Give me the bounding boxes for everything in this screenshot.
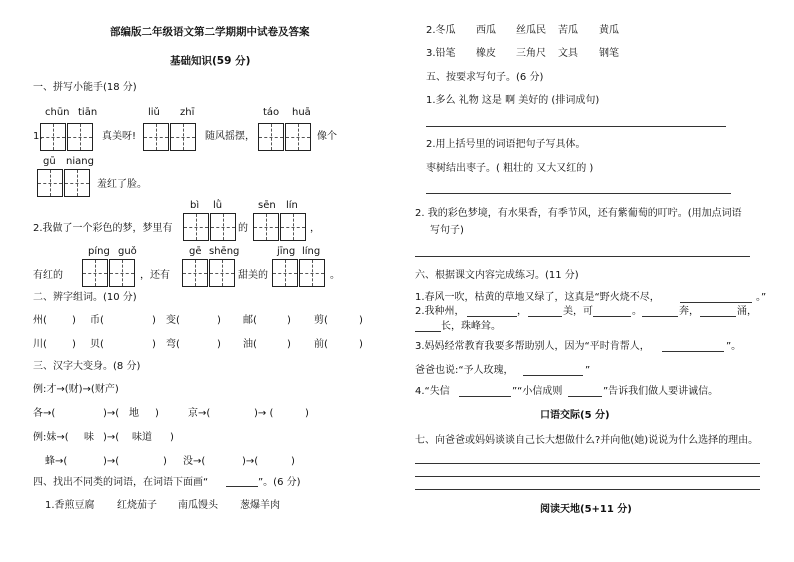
char-item: 弯(	[166, 339, 180, 350]
writing-box[interactable]	[272, 259, 298, 287]
pinyin: lǜ	[213, 200, 223, 211]
pinyin: gū	[43, 156, 56, 167]
transform-item: 地	[129, 408, 139, 419]
question-text: 枣树结出枣子。( 粗壮的 又大又红的 )	[426, 163, 594, 174]
char-item: 币(	[90, 315, 104, 326]
fill-blank[interactable]	[415, 331, 441, 332]
writing-box[interactable]	[209, 259, 235, 287]
fill-blank[interactable]	[568, 396, 602, 397]
transform-item: )	[155, 408, 159, 419]
sentence-text: 像个	[317, 131, 337, 142]
char-item: 剪(	[314, 315, 328, 326]
pinyin: huā	[292, 107, 311, 118]
paren-close: )	[217, 315, 221, 326]
pinyin: liǔ	[148, 107, 160, 118]
sentence-text: ，	[310, 223, 320, 234]
paren-close: )	[287, 339, 291, 350]
writing-box[interactable]	[210, 213, 236, 241]
transform-item: 京→(	[188, 408, 211, 419]
section-1-heading: 一、拼写小能手(18 分)	[33, 82, 137, 93]
transform-item: )→ (	[254, 408, 274, 419]
reading-heading: 阅读天地(5+11 分)	[540, 504, 632, 515]
question-text: 1.多么 礼物 这是 啊 美好的 (排词成句)	[426, 95, 600, 106]
fill-blank[interactable]	[528, 316, 562, 317]
question-text: ”“小信成则	[512, 386, 563, 397]
transform-item: 没→(	[183, 456, 206, 467]
question-text: 4.“失信	[415, 386, 450, 397]
transform-item: 各→(	[33, 408, 56, 419]
question-text: 涌，	[737, 306, 757, 317]
question-text: ”告诉我们做人要讲诚信。	[603, 386, 719, 397]
question-text: 。	[632, 306, 642, 317]
char-item: 州(	[33, 315, 47, 326]
answer-line[interactable]	[426, 193, 731, 194]
writing-box[interactable]	[182, 259, 208, 287]
pinyin: jīng	[277, 246, 296, 257]
word-option[interactable]: 1.香煎豆腐	[45, 500, 95, 511]
section-3-heading: 三、汉字大变身。(8 分)	[33, 361, 141, 372]
fill-blank[interactable]	[680, 302, 752, 303]
basic-heading: 基础知识(59 分)	[170, 55, 251, 67]
pinyin: líng	[302, 246, 321, 257]
section-6-heading: 六、根据课文内容完成练习。(11 分)	[415, 270, 579, 281]
fill-blank[interactable]	[642, 316, 678, 317]
writing-box[interactable]	[285, 123, 311, 151]
char-item: 变(	[166, 315, 180, 326]
paren-close: )	[152, 315, 156, 326]
pinyin: tiān	[78, 107, 98, 118]
word-option[interactable]: 葱爆羊肉	[240, 500, 280, 511]
pinyin: lín	[286, 200, 298, 211]
transform-item: 蜂→(	[45, 456, 68, 467]
transform-item: )→(	[103, 456, 120, 467]
answer-line[interactable]	[415, 489, 760, 490]
sentence-text: 随风摇摆，	[205, 131, 255, 142]
question-text: 3.妈妈经常教育我要多帮助别人，因为“平时肯帮人，	[415, 341, 650, 352]
paren-close: )	[72, 339, 76, 350]
transform-item: )	[163, 456, 167, 467]
char-item: 前(	[314, 339, 328, 350]
question-text: ，	[517, 306, 527, 317]
answer-line[interactable]	[415, 256, 750, 257]
writing-box[interactable]	[37, 169, 63, 197]
sentence-text: 真美呀!	[102, 131, 137, 142]
question-number: 1.	[33, 131, 43, 142]
pinyin: bì	[190, 200, 200, 211]
paren-close: )	[287, 315, 291, 326]
paren-close: )	[359, 339, 363, 350]
pinyin: gē	[189, 246, 202, 257]
question-text: 美，可	[563, 306, 593, 317]
section-4-heading-end: ”。(6 分)	[258, 477, 301, 488]
answer-line[interactable]	[415, 476, 760, 477]
writing-box[interactable]	[82, 259, 108, 287]
char-item: 川(	[33, 339, 47, 350]
fill-blank[interactable]	[523, 375, 583, 376]
pinyin: táo	[263, 107, 280, 118]
char-item: 贝(	[90, 339, 104, 350]
sentence-text: 。	[330, 270, 340, 281]
example-text: 例:才→(财)→(财产)	[33, 384, 119, 395]
question-text: 七、向爸爸或妈妈谈谈自己长大想做什么?并向他(她)说说为什么选择的理由。	[415, 435, 759, 446]
fill-blank[interactable]	[662, 351, 724, 352]
writing-box[interactable]	[253, 213, 279, 241]
paren-close: )	[152, 339, 156, 350]
word-option[interactable]: 丝瓜民	[516, 25, 546, 36]
writing-box[interactable]	[170, 123, 196, 151]
question-text: 爸爸也说:“予人玫瑰，	[415, 365, 514, 376]
sentence-text: ，还有	[140, 270, 170, 281]
question-text: 2.我种州，	[415, 306, 465, 317]
oral-heading: 口语交际(5 分)	[540, 410, 610, 421]
answer-line[interactable]	[426, 126, 726, 127]
writing-box[interactable]	[67, 123, 93, 151]
pinyin: zhī	[180, 107, 195, 118]
fill-blank[interactable]	[459, 396, 511, 397]
section-4-heading: 四、找出不同类的词语，在词语下面画“	[33, 477, 209, 488]
fill-blank[interactable]	[700, 316, 736, 317]
sentence-text: 甜美的	[238, 270, 268, 281]
writing-box[interactable]	[64, 169, 90, 197]
question-text: ”。	[726, 341, 742, 352]
transform-item: )	[291, 456, 295, 467]
example-text: 味道	[132, 432, 152, 443]
answer-line[interactable]	[415, 463, 760, 464]
transform-item: )→(	[103, 408, 120, 419]
char-item: 油(	[243, 339, 257, 350]
pinyin: shēng	[209, 246, 240, 257]
word-option[interactable]: 橡皮	[476, 48, 496, 59]
question-text: 2.用上括号里的词语把句子写具体。	[426, 139, 586, 150]
word-option[interactable]: 南瓜馒头	[178, 500, 218, 511]
writing-box[interactable]	[109, 259, 135, 287]
example-text: 例:妹→(	[33, 432, 69, 443]
section-2-heading: 二、辨字组词。(10 分)	[33, 292, 137, 303]
question-text: 长，珠峰耸。	[441, 321, 501, 332]
question-text: ”	[585, 365, 591, 376]
sentence-text: 羞红了脸。	[97, 179, 147, 190]
underline-sample	[226, 486, 258, 487]
paren-close: )	[359, 315, 363, 326]
pinyin: chūn	[45, 107, 70, 118]
writing-box[interactable]	[183, 213, 209, 241]
transform-item: )	[305, 408, 309, 419]
word-option[interactable]: 红烧茄子	[117, 500, 157, 511]
question-text: 写句子)	[430, 225, 464, 236]
writing-box[interactable]	[40, 123, 66, 151]
word-option[interactable]: 2.冬瓜	[426, 25, 456, 36]
pinyin: niang	[66, 156, 94, 167]
page-title: 部编版二年级语文第二学期期中试卷及答案	[110, 26, 310, 38]
word-option[interactable]: 3.铅笔	[426, 48, 456, 59]
question-text: 奔，	[679, 306, 699, 317]
example-text: 味	[84, 432, 94, 443]
writing-box[interactable]	[299, 259, 325, 287]
word-option[interactable]: 钢笔	[599, 48, 619, 59]
question-text: 。”	[756, 292, 767, 303]
example-text: )→(	[103, 432, 120, 443]
sentence-text: 2.我做了一个彩色的梦，梦里有	[33, 223, 173, 234]
question-text: 1.春风一吹，枯黄的草地又绿了，这真是“野火烧不尽，	[415, 292, 660, 303]
sentence-text: 有红的	[33, 270, 63, 281]
writing-box[interactable]	[258, 123, 284, 151]
fill-blank[interactable]	[593, 316, 631, 317]
paren-close: )	[217, 339, 221, 350]
pinyin: sēn	[258, 200, 276, 211]
paren-close: )	[72, 315, 76, 326]
question-text: 2. 我的彩色梦境，有水果香，有季节风，还有紫葡萄的叮咛。(用加点词语	[415, 208, 742, 219]
pinyin: guǒ	[118, 246, 137, 257]
transform-item: )→(	[242, 456, 259, 467]
word-option[interactable]: 西瓜	[476, 25, 496, 36]
word-option[interactable]: 文具	[558, 48, 578, 59]
sentence-text: 的	[238, 223, 248, 234]
pinyin: píng	[88, 246, 110, 257]
char-item: 邮(	[243, 315, 257, 326]
word-option[interactable]: 苦瓜	[558, 25, 578, 36]
section-5-heading: 五、按要求写句子。(6 分)	[426, 72, 544, 83]
word-option[interactable]: 三角尺	[516, 48, 546, 59]
example-text: )	[170, 432, 174, 443]
word-option[interactable]: 黄瓜	[599, 25, 619, 36]
writing-box[interactable]	[143, 123, 169, 151]
fill-blank[interactable]	[467, 316, 517, 317]
writing-box[interactable]	[280, 213, 306, 241]
